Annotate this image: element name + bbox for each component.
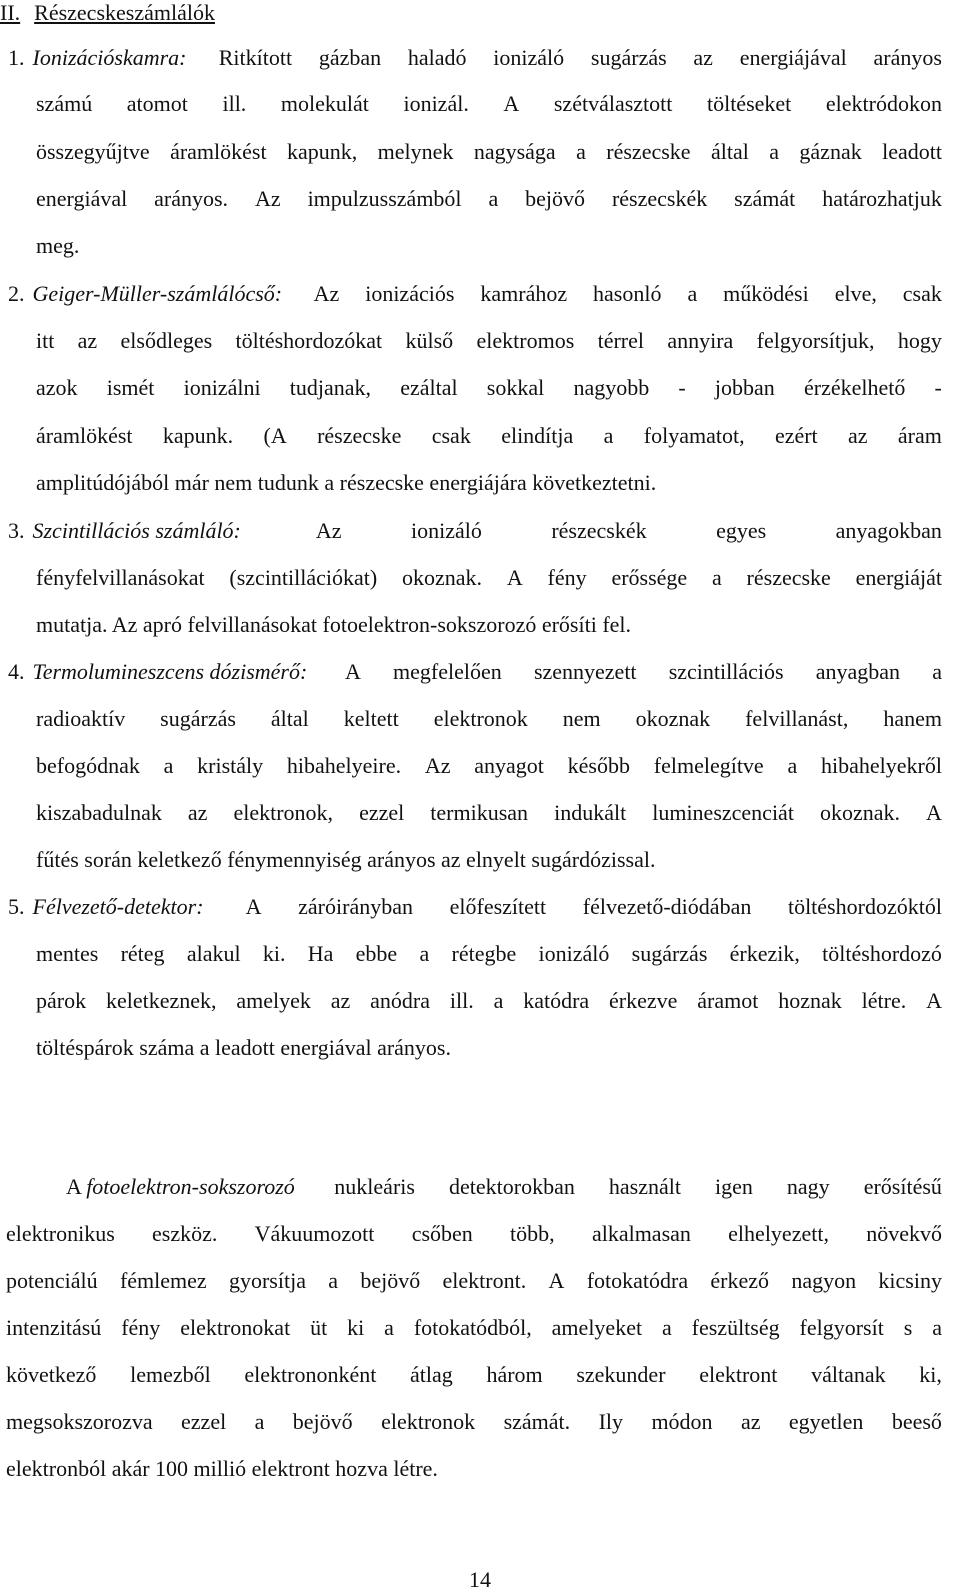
word: Az (424, 753, 451, 778)
word: több, (510, 1221, 555, 1246)
word: a (603, 423, 614, 448)
word: ill. (449, 988, 474, 1013)
word: nagy (786, 1174, 830, 1199)
paragraph-line-2 (6, 1220, 942, 1248)
word: érkezik, (729, 941, 800, 966)
word: felgyorsítjuk, (756, 328, 875, 353)
paragraph-line-3 (6, 1267, 942, 1295)
section-title: Részecskeszámlálók (34, 0, 215, 25)
word: erősítésű (863, 1174, 942, 1199)
word: A (503, 91, 520, 116)
word: okoznak. (402, 565, 483, 590)
word: számát (734, 186, 796, 211)
word: három (486, 1362, 543, 1387)
word: Az (254, 186, 281, 211)
item-number: 2. (8, 281, 25, 306)
word: számú (36, 91, 93, 116)
word: kiszabadulnak (36, 800, 162, 825)
word: tudjanak, (289, 375, 372, 400)
word: megsokszorozva (6, 1409, 153, 1434)
word: a (932, 1315, 942, 1340)
word: lemezből (130, 1362, 211, 1387)
word: határozhatjuk (822, 186, 942, 211)
word: töltéseket (706, 91, 792, 116)
word: sugárzás (160, 706, 236, 731)
word: nukleáris (334, 1174, 415, 1199)
word: feszültség (691, 1315, 780, 1340)
word: a (254, 1409, 265, 1434)
item-text: mutatja. Az apró felvillanásokat fotoelektron-sokszorozó erősíti fel. (36, 612, 632, 637)
word: igen (715, 1174, 753, 1199)
word: alkalmasan (591, 1221, 691, 1246)
word: anyagot (474, 753, 544, 778)
word: hogy (897, 328, 942, 353)
item-1-line-2 (36, 90, 942, 118)
word: a (419, 941, 430, 966)
word: elektrononként (244, 1362, 377, 1387)
word: hasonló (593, 281, 662, 306)
item-5-line-3 (36, 987, 942, 1015)
item-term: Geiger-Müller-számlálócső: (32, 281, 283, 306)
item-1-line-4 (36, 185, 942, 213)
word: eszköz. (152, 1221, 218, 1246)
word: termikusan (430, 800, 529, 825)
word: folyamatot, (643, 423, 745, 448)
word: bejövő (360, 1268, 421, 1293)
word: Ritkított (218, 45, 293, 70)
word: szcintillációs (668, 659, 784, 684)
word: megfelelően (393, 659, 502, 684)
word: ebbe (355, 941, 398, 966)
word: sugárzás (590, 45, 667, 70)
item-number: 4. (8, 659, 25, 684)
word: anyagokban (835, 518, 942, 543)
word: haladó (407, 45, 467, 70)
word: A (506, 565, 523, 590)
word: a (163, 753, 174, 778)
word: anódra (370, 988, 431, 1013)
word: gyorsítja (228, 1268, 306, 1293)
word: kapunk, (287, 139, 358, 164)
word: energiáját (855, 565, 942, 590)
word: felgyorsít (799, 1315, 884, 1340)
paragraph-line-1 (66, 1173, 942, 1201)
word: fény (121, 1315, 161, 1340)
word: a (576, 139, 586, 164)
word: részecske (746, 565, 831, 590)
word: a (932, 659, 942, 684)
word: energiájával (739, 45, 847, 70)
word: arányos. (154, 186, 229, 211)
item-5-line-4 (36, 1034, 451, 1062)
word: impulzusszámból (307, 186, 462, 211)
item-term: Félvezető-detektor: (32, 894, 204, 919)
word: Vákuumozott (254, 1221, 375, 1246)
word: az (740, 1409, 761, 1434)
word: működési (723, 281, 809, 306)
word: váltanak (811, 1362, 886, 1387)
word: módon (651, 1409, 713, 1434)
word: anyagban (815, 659, 901, 684)
word: gázban (318, 45, 382, 70)
item-number: 5. (8, 894, 25, 919)
word: csak (431, 423, 471, 448)
word: részecske (606, 139, 691, 164)
word: az (330, 988, 351, 1013)
paragraph-line-4 (6, 1314, 942, 1342)
word: fémlemez (119, 1268, 207, 1293)
word: elektronok (381, 1409, 476, 1434)
word: áramot (697, 988, 759, 1013)
word: elve, (834, 281, 877, 306)
word: A (344, 659, 361, 684)
word: ismét (106, 375, 155, 400)
item-3-line-2 (36, 564, 942, 592)
word: fényfelvillanásokat (36, 565, 205, 590)
item-2-line-4 (36, 422, 942, 450)
word: a (493, 988, 504, 1013)
word: okoznak. (819, 800, 900, 825)
word: ezáltal (400, 375, 458, 400)
word: jobban (714, 375, 775, 400)
word: a (488, 186, 499, 211)
section-number: II. (0, 0, 21, 25)
paragraph-line-6 (6, 1408, 942, 1436)
word: az (187, 800, 208, 825)
word: nagyobb (573, 375, 650, 400)
word: keletkeznek, (105, 988, 217, 1013)
word: sokkal (486, 375, 545, 400)
paragraph-intro: A (66, 1174, 81, 1199)
word: A (926, 800, 942, 825)
word: szekunder (576, 1362, 666, 1387)
item-2-line-1 (8, 280, 942, 308)
paragraph-line-7 (6, 1455, 438, 1483)
word: A (926, 988, 942, 1013)
word: nagyon (791, 1268, 857, 1293)
word: intenzitású (6, 1315, 102, 1340)
word: Az (313, 281, 340, 306)
word: molekulát (280, 91, 369, 116)
word: detektorokban (448, 1174, 575, 1199)
word: nem (562, 706, 601, 731)
word: kamrához (480, 281, 568, 306)
word: az (77, 328, 98, 353)
paragraph-term: fotoelektron-sokszorozó (86, 1174, 295, 1199)
word: a (384, 1315, 394, 1340)
word: később (567, 753, 630, 778)
word: létre. (861, 988, 907, 1013)
word: kapunk. (162, 423, 234, 448)
word: elektródokon (825, 91, 942, 116)
word: összegyűjtve (36, 139, 150, 164)
word: Ily (598, 1409, 624, 1434)
word: s (903, 1315, 913, 1340)
word: érzékelhető (803, 375, 906, 400)
word: ki, (919, 1362, 942, 1387)
word: a (328, 1268, 339, 1293)
word: sugárzás (631, 941, 708, 966)
word: térrel (597, 328, 644, 353)
word: ionizáló (538, 941, 610, 966)
word: radioaktív (36, 706, 126, 731)
word: a (787, 753, 798, 778)
word: átlag (410, 1362, 453, 1387)
word: használt (608, 1174, 681, 1199)
word: melynek (377, 139, 454, 164)
word: következő (6, 1362, 97, 1387)
word: áramlökést (170, 139, 267, 164)
word: hibahelyekről (820, 753, 942, 778)
word: fény (547, 565, 587, 590)
word: a (687, 281, 698, 306)
word: Az (315, 518, 342, 543)
word: réteg (120, 941, 165, 966)
word: A (548, 1268, 565, 1293)
word: ionizáló (410, 518, 482, 543)
word: töltéshordozókat (235, 328, 383, 353)
word: keltett (343, 706, 399, 731)
word: erőssége (611, 565, 688, 590)
word: érkező (710, 1268, 770, 1293)
word: elektront. (442, 1268, 527, 1293)
word: csőben (411, 1221, 473, 1246)
word: felvillanást, (745, 706, 849, 731)
word: hanem (883, 706, 942, 731)
word: azok (36, 375, 78, 400)
word: ezzel (181, 1409, 227, 1434)
word: okoznak (635, 706, 711, 731)
item-3-line-3 (36, 611, 631, 639)
word: fotokatódból, (413, 1315, 532, 1340)
word: ki (347, 1315, 365, 1340)
item-1-line-3 (36, 138, 942, 166)
word: töltéshordozó (822, 941, 942, 966)
word: a (661, 1315, 672, 1340)
item-5-line-1 (8, 893, 942, 921)
word: felmelegítve (653, 753, 764, 778)
word: fotokatódra (586, 1268, 689, 1293)
word: által (710, 139, 749, 164)
item-1-line-5 (36, 232, 79, 260)
item-term: Szcintillációs számláló: (32, 518, 241, 543)
word: csak (902, 281, 942, 306)
paragraph-line-5 (6, 1361, 942, 1389)
word: ionizációs (365, 281, 455, 306)
item-3-line-1 (8, 517, 942, 545)
word: befogódnak (36, 753, 140, 778)
word: amelyeket (551, 1315, 643, 1340)
word: egyetlen (788, 1409, 864, 1434)
item-2-line-2 (36, 327, 942, 355)
word: beeső (891, 1409, 942, 1434)
word: annyira (667, 328, 734, 353)
word: külső (405, 328, 454, 353)
word: üt (310, 1315, 328, 1340)
word: szétválasztott (553, 91, 673, 116)
word: ionizáló (493, 45, 565, 70)
word: (szcintillációkat) (229, 565, 378, 590)
word: által (270, 706, 309, 731)
word: gáznak (799, 139, 862, 164)
word: számát. (503, 1409, 571, 1434)
word: a (769, 139, 780, 164)
word: áram (897, 423, 942, 448)
word: elektromos (476, 328, 575, 353)
paragraph-text: elektronból akár 100 millió elektront hozva létre. (6, 1456, 438, 1481)
item-4-line-1 (8, 658, 942, 686)
item-number: 1. (8, 45, 25, 70)
item-4-line-4 (36, 799, 942, 827)
word: áramlökést (36, 423, 133, 448)
word: elindítja (501, 423, 574, 448)
word: potenciálú (6, 1268, 98, 1293)
word: az (693, 45, 713, 70)
word: hibahelyeire. (286, 753, 402, 778)
item-4-line-5 (36, 846, 655, 874)
item-2-line-3 (36, 374, 942, 402)
word: elektronok, (233, 800, 334, 825)
word: részecskék (551, 518, 647, 543)
item-text: fűtés során keletkező fénymennyiség arányos az elnyelt sugárdózissal. (36, 847, 656, 872)
word: - (678, 375, 686, 400)
word: (A (263, 423, 287, 448)
word: párok (36, 988, 87, 1013)
word: lumineszcenciát (652, 800, 794, 825)
word: záróirányban (298, 894, 413, 919)
item-text: meg. (36, 233, 80, 258)
word: kristály (197, 753, 264, 778)
word: amelyek (236, 988, 311, 1013)
word: arányos (873, 45, 942, 70)
word: nagysága (473, 139, 556, 164)
item-1-line-1 (8, 44, 942, 72)
word: elektront (699, 1362, 778, 1387)
word: ionizál. (403, 91, 469, 116)
word: hoznak (778, 988, 842, 1013)
item-text: amplitúdójából már nem tudunk a részecske energiájára következtetni. (36, 470, 657, 495)
section-heading (0, 0, 215, 26)
word: Ha (307, 941, 334, 966)
word: bejövő (525, 186, 586, 211)
item-text: töltéspárok száma a leadott energiával arányos. (36, 1035, 451, 1060)
word: atomot (126, 91, 188, 116)
word: növekvő (866, 1221, 942, 1246)
word: töltéshordozóktól (787, 894, 942, 919)
word: alakul (186, 941, 241, 966)
word: részecskék (611, 186, 708, 211)
word: a (711, 565, 722, 590)
item-2-line-5 (36, 469, 656, 497)
word: félvezető-diódában (582, 894, 752, 919)
word: egyes (716, 518, 767, 543)
word: leadott (882, 139, 942, 164)
word: ezért (774, 423, 818, 448)
word: érkezve (609, 988, 678, 1013)
word: szennyezett (533, 659, 637, 684)
word: ill. (222, 91, 247, 116)
word: energiával (36, 186, 128, 211)
item-term: Ionizációskamra: (32, 45, 187, 70)
word: - (934, 375, 942, 400)
item-term: Termolumineszcens dózismérő: (32, 659, 308, 684)
word: A (245, 894, 262, 919)
word: kicsiny (878, 1268, 942, 1293)
word: itt (36, 328, 55, 353)
item-number: 3. (8, 518, 25, 543)
word: elektronokat (180, 1315, 291, 1340)
word: indukált (554, 800, 627, 825)
word: részecske (317, 423, 402, 448)
item-4-line-2 (36, 705, 942, 733)
word: bejövő (292, 1409, 353, 1434)
item-4-line-3 (36, 752, 942, 780)
word: az (848, 423, 868, 448)
word: mentes (36, 941, 99, 966)
page-number: 14 (469, 1567, 491, 1592)
word: rétegbe (451, 941, 517, 966)
word: ezzel (359, 800, 405, 825)
word: elsődleges (120, 328, 213, 353)
item-5-line-2 (36, 940, 942, 968)
word: ionizálni (183, 375, 261, 400)
word: elhelyezett, (728, 1221, 829, 1246)
word: elektronikus (6, 1221, 115, 1246)
word: előfeszített (449, 894, 547, 919)
word: katódra (523, 988, 590, 1013)
word: elektronok (433, 706, 528, 731)
word: ki. (262, 941, 286, 966)
